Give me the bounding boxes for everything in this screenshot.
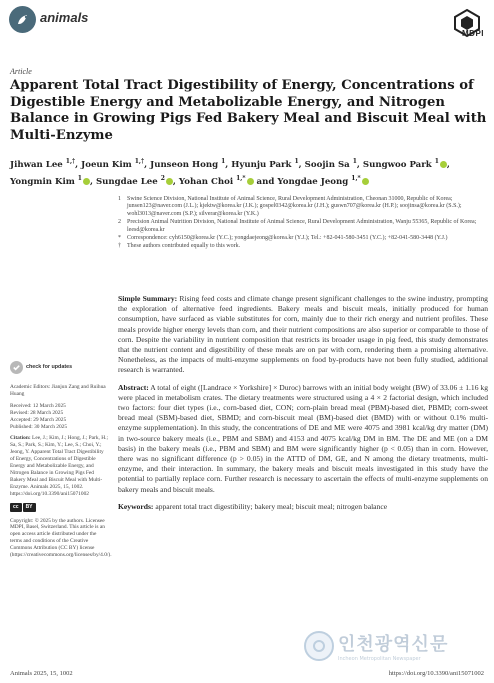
footer-journal-ref: Animals 2025, 15, 1002 <box>10 670 73 677</box>
orcid-icon[interactable] <box>440 161 447 168</box>
publisher-name: MDPI <box>462 29 484 38</box>
article-type: Article <box>10 67 32 76</box>
journal-name: animals <box>40 10 89 25</box>
academic-editors: Academic Editors: Jianjun Zang and Ruihua Huang <box>10 384 106 397</box>
author-name[interactable]: Hyunju Park $^1$ <box>231 158 299 170</box>
paper-title: Apparent Total Tract Digestibility of Energy, Concentrations of Digestible Energy and Metabolizable Energy, and Nitrogen Balance in Growing Pigs Fed Bakery Meal and Biscuit Meal with Multi-Enzyme <box>10 78 487 143</box>
author-affiliation-mark: 1 <box>77 174 82 182</box>
check-updates-label: check for updates <box>26 364 73 371</box>
footer-doi-link[interactable]: https://doi.org/10.3390/ani15071002 <box>388 670 484 677</box>
affiliation-item <box>118 219 488 234</box>
author-affiliation-mark: 1,* <box>236 174 246 182</box>
author-name[interactable]: Joeun Kim $^{1,\dagger}$ <box>81 158 145 170</box>
author-affiliation-mark: 2 <box>160 174 165 182</box>
copyright-notice: Copyright: © 2025 by the authors. Licensee MDPI, Basel, Switzerland. This article is an open access article distributed under the terms and conditions of the Creative Commons Attribution (CC BY) license (https://creativecommons.org/licenses/by/4.0/). <box>10 517 112 559</box>
date-item: Published: 30 March 2025 <box>10 423 68 430</box>
author-list: Jihwan Lee $^{1,\dagger}$, Joeun Kim $^{1,\dagger}$, Junseon Hong $^1$, Hyunju Park $^1$, Soojin Sa $^1$, Sungwoo Park $^1$ , Yongmin Kim $^1$ , Sungdae Lee $^2$ , Yohan Choi $^{1,*}$ and Yongdae Jeong $^{1,*}$ <box>10 158 450 187</box>
orcid-icon[interactable] <box>166 178 173 185</box>
author-name[interactable]: Yohan Choi $^{1,*}$ <box>179 177 254 187</box>
keywords-text: apparent total tract digestibility; bakery meal; biscuit meal; nitrogen balance <box>155 501 388 511</box>
author-name[interactable]: Junseon Hong $^1$ <box>150 158 226 170</box>
author-name[interactable]: Soojin Sa $^1$ <box>304 158 357 170</box>
watermark-title: 인천광역신문 <box>338 634 449 655</box>
affiliation-text: Correspondence: cyh6150@korea.kr (Y.C.); yongdaejeong@korea.kr (Y.J.); Tel.: +82-041-580-3451 (Y.C.); +82-041-580-3448 (Y.J.) <box>127 235 448 242</box>
affiliations <box>118 196 488 252</box>
author-name[interactable]: Sungdae Lee $^2$ <box>96 177 173 187</box>
simple-summary <box>118 294 488 376</box>
affiliation-mark: 2 <box>118 219 121 226</box>
author-affiliation-mark: 1,† <box>134 158 145 165</box>
author-affiliation-mark: 1,† <box>65 158 76 165</box>
author-name[interactable]: Yongmin Kim $^1$ <box>10 177 90 187</box>
author-name[interactable]: Yongdae Jeong $^{1,*}$ <box>277 177 368 187</box>
abstract-label: Abstract: <box>118 382 149 392</box>
cc-badge-part: cc <box>10 503 22 512</box>
affiliation-text: These authors contributed equally to this work. <box>127 243 241 250</box>
check-updates-icon <box>10 361 23 374</box>
watermark-subtitle: Incheon Metropolitan Newspaper <box>338 656 421 662</box>
date-item: Received: 12 March 2025 <box>10 402 66 409</box>
keywords <box>118 502 488 512</box>
affiliation-mark: 1 <box>118 196 121 202</box>
abstract <box>118 383 488 495</box>
affiliation-text: Precision Animal Nutrition Division, National Institute of Animal Science, Rural Development Administration, Wanju 55365, Republic of Korea; leesd@korea.kr <box>127 219 477 233</box>
cc-license-badge[interactable] <box>10 503 108 512</box>
orcid-icon[interactable] <box>362 178 369 185</box>
citation-text: Lee, J.; Kim, J.; Hong, J.; Park, H.; Sa, S.; Park, S.; Kim, Y.; Lee, S.; Choi, Y.; Jeong, Y. Apparent Total Tract Digestibility of Energy, Concentrations of Digestible Energy and Metabolizable Energy, and Nitrogen Balance in Growing Pigs Fed Bakery Meal and Biscuit Meal with Multi-Enzyme. Animals 2025, 15, 1002. https://doi.org/10.3390/ani15071002 <box>10 435 108 497</box>
affiliation-item <box>118 243 488 250</box>
main-content <box>118 294 488 519</box>
affiliation-text: Swine Science Division, National Institute of Animal Science, Rural Development Administration, Cheonan 31000, Republic of Korea; junsen123@naver.com (J.L.); kjektw@korea.kr (J.K.); gospel0342@korea.kr (J.H.); guswn707@korea.kr (H.P.); soojinsa@korea.kr (S.S.); wohl3013@naver.com (S.P.); silverar@korea.kr (Y.K.) <box>127 196 462 217</box>
date-item: Revised: 28 March 2025 <box>10 409 64 416</box>
citation-label: Citation: <box>10 435 31 442</box>
watermark-logo-icon <box>304 631 334 661</box>
simple-summary-label: Simple Summary: <box>118 294 178 303</box>
affiliation-mark: * <box>118 235 121 242</box>
affiliation-item <box>118 196 488 218</box>
publication-dates <box>10 403 108 431</box>
orcid-icon[interactable] <box>83 178 90 185</box>
abstract-text: A total of eight ([Landrace × Yorkshire] × Duroc) barrows with an initial body weight (BW) of 33.06 ± 1.16 kg were placed in metabolism crates. The dietary treatments were structured using a 4 × 2 factorial design, which included two factors: four diet types (i.e., corn-based diet, CON; corn-plain bread meal (PBM)-based diet, PBMD; corn-sweet bread meal (SBM)-based diet, SBMD; and corn-biscuit meal (BM)-based diet (BMD) with or without 0.1% multi-enzyme supplementation). In this study, the concentrations of DE and ME were 4075 and 3981 kcal/kg dry matter (DM) in two-source bakery meals (i.e., PBM and SBM) and 4153 and 4075 kcal/kg DM in BM. The DE and ME (on a DM basis) in the bakery meals (i.e., PBM and SBM) and BM were significantly higher (p < 0.05) than in corn. However, there was no significant difference (p > 0.05) in the ATTD of DM, GE, and N among the dietary treatments, multi-enzyme, and their interaction. In summary, the bakery meals and biscuit meals investigated in this study have the potential to partially replace corn. Further research is necessary to ascertain the effects of multi-enzyme supplements on bakery meals and biscuit meals. <box>118 382 488 494</box>
simple-summary-text: Rising feed costs and climate change present significant challenges to the swine industry, prompting the exploration of alternative feed ingredients. Bakery meals and biscuit meals, initially produced for human consumption, have surfaced as viable substitutes for corn, mainly due to their rich energy and nutrient profiles. These meals provide higher energy levels than corn, and their nutrient compositions are also superior or comparable to those of corn. Despite the variability in nutrient composition that restricts its broader usage in pig feed, this study demonstrates that the nutrient content and digestibility of these meals are on par with corn, rendering them a promising alternative. Nonetheless, as the impacts of multi-enzyme supplements on food by-products have not been fully studied, additional research is warranted. <box>118 294 488 375</box>
date-item: Accepted: 29 March 2025 <box>10 416 67 423</box>
keywords-label: Keywords: <box>118 501 154 511</box>
author-affiliation-mark: 1,* <box>351 174 361 182</box>
citation <box>10 435 108 497</box>
check-for-updates-button[interactable] <box>10 361 108 374</box>
author-affiliation-mark: 1 <box>294 158 299 165</box>
orcid-icon[interactable] <box>247 178 254 185</box>
affiliation-item <box>118 235 488 242</box>
sidebar <box>10 361 112 564</box>
author-affiliation-mark: 1 <box>352 158 357 165</box>
cc-badge-part: BY <box>23 503 36 512</box>
journal-header <box>0 0 494 45</box>
author-affiliation-mark: 1 <box>434 158 439 165</box>
author-name[interactable]: Sungwoo Park $^1$ <box>363 160 447 170</box>
journal-logo-icon <box>9 6 36 33</box>
author-affiliation-mark: 1 <box>221 158 226 165</box>
page-footer <box>10 670 484 677</box>
newspaper-watermark <box>304 630 448 662</box>
author-name[interactable]: Jihwan Lee $^{1,\dagger}$ <box>10 158 76 170</box>
affiliation-mark: † <box>118 243 121 250</box>
